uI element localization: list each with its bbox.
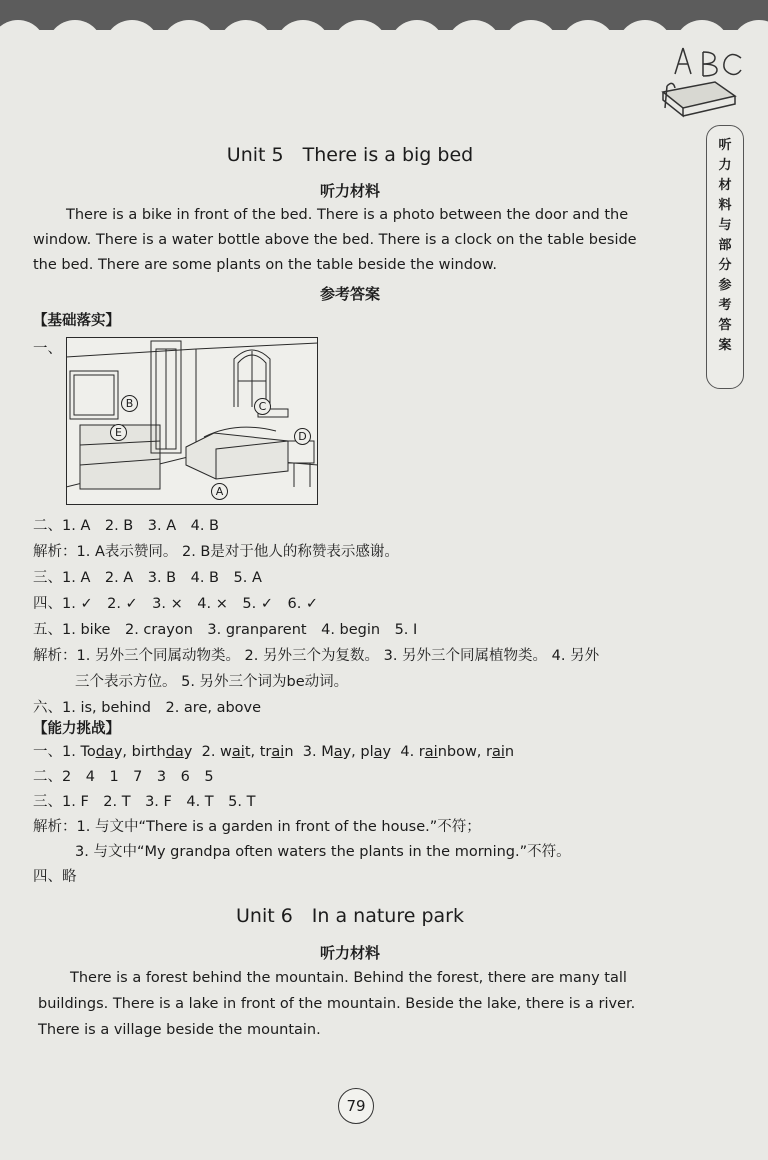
unit6-title: Unit 6 In a nature park: [236, 905, 464, 927]
underlined-letters: da: [165, 744, 184, 760]
side-tab-char: 答: [718, 318, 732, 333]
challenge-section-title: 【能力挑战】: [33, 721, 120, 737]
answer-line: 解析：1. A表示赞同。 2. B是对于他人的称赞表示感谢。: [33, 544, 399, 560]
unit5-title: Unit 5 There is a big bed: [226, 144, 474, 166]
side-tab-char: 参: [718, 278, 732, 293]
text-line: window. There is a water bottle above the bed. There is a clock on the table beside: [33, 232, 637, 248]
side-tab-label: [707, 136, 743, 356]
word-part: t, tr: [244, 744, 272, 760]
question-1-label: 一、: [33, 341, 62, 357]
side-tab-char: 考: [718, 298, 732, 313]
underlined-letters: ai: [492, 744, 505, 760]
word-part: nbow, r: [437, 744, 492, 760]
side-tab-char: 力: [718, 158, 732, 173]
underlined-letters: a: [373, 744, 383, 760]
q-num: 4.: [400, 744, 419, 760]
underlined-letters: ai: [424, 744, 438, 760]
picture-label-d: D: [294, 428, 311, 445]
side-tab-char: 听: [718, 138, 732, 153]
challenge-q1: [33, 740, 514, 765]
side-tab-char: 料: [718, 198, 732, 213]
abc-book-icon: [655, 40, 745, 120]
answer-line: 五、1. bike 2. crayon 3. granparent 4. begin 5. I: [33, 622, 418, 638]
side-tab-char: 材: [718, 178, 732, 193]
answer-line: 六、1. is, behind 2. are, above: [33, 700, 262, 716]
answer-line: 四、略: [33, 869, 77, 885]
underlined-letters: da: [95, 744, 114, 760]
answer-line: 解析：1. 另外三个同属动物类。 2. 另外三个为复数。 3. 另外三个同属植物类。 4. 另外: [33, 648, 600, 664]
picture-label-a: A: [211, 483, 228, 500]
answer-line: 四、1. ✓ 2. ✓ 3. × 4. × 5. ✓ 6. ✓: [33, 596, 319, 612]
text-line: There is a bike in front of the bed. There is a photo between the door and the: [66, 207, 629, 223]
answer-line: 3. 与文中“My grandpa often waters the plants in the morning.”不符。: [75, 844, 571, 860]
word-part: y: [382, 744, 392, 760]
word-part: n: [284, 744, 294, 760]
answer-line: 解析：1. 与文中“There is a garden in front of the house.”不符；: [33, 819, 481, 835]
answer-line: 二、1. A 2. B 3. A 4. B: [33, 518, 220, 534]
text-line: There is a forest behind the mountain. Behind the forest, there are many tall: [70, 970, 627, 986]
unit5-listening-text: [33, 203, 693, 278]
text-line: buildings. There is a lake in front of the mountain. Beside the lake, there is a river.: [38, 996, 636, 1012]
answer-line: 三、1. A 2. A 3. B 4. B 5. A: [33, 570, 262, 586]
bedroom-illustration: [66, 337, 318, 505]
word-part: M: [321, 744, 334, 760]
side-tab-char: 与: [718, 218, 732, 233]
basic-answers: [33, 513, 693, 721]
unit5-answers-title: 参考答案: [319, 285, 380, 303]
q-num: 2.: [201, 744, 221, 760]
word-part: r: [418, 744, 425, 760]
picture-label-b: B: [121, 395, 138, 412]
unit6-listening-text: [38, 965, 698, 1043]
word-part: n: [504, 744, 515, 760]
word-part: y: [183, 744, 193, 760]
side-tab-char: 部: [718, 238, 732, 253]
page-number: 79: [338, 1088, 374, 1124]
text-line: the bed. There are some plants on the table beside the window.: [33, 257, 497, 273]
side-tab-char: 案: [718, 338, 732, 353]
underlined-letters: a: [333, 744, 343, 760]
underlined-letters: ai: [231, 744, 245, 760]
picture-label-c: C: [254, 398, 271, 415]
word-part: w: [220, 744, 232, 760]
text-line: There is a village beside the mountain.: [38, 1022, 321, 1038]
side-tab-char: 分: [718, 258, 732, 273]
unit5-listening-title: 听力材料: [319, 182, 380, 200]
answer-line: 三个表示方位。 5. 另外三个词为be动词。: [75, 674, 349, 690]
word-part: To: [80, 744, 96, 760]
unit6-listening-title: 听力材料: [319, 944, 380, 962]
word-part: y, birth: [113, 744, 166, 760]
challenge-answers: [33, 765, 693, 890]
q-prefix: 一、1.: [33, 744, 81, 760]
basic-section-title: 【基础落实】: [33, 313, 120, 329]
answer-line: 二、2 4 1 7 3 6 5: [33, 769, 214, 785]
picture-label-e: E: [110, 424, 127, 441]
underlined-letters: ai: [271, 744, 285, 760]
word-part: y, pl: [342, 744, 374, 760]
q-num: 3.: [302, 744, 322, 760]
answer-line: 三、1. F 2. T 3. F 4. T 5. T: [33, 794, 256, 810]
section-side-tab: [706, 125, 744, 389]
scalloped-top-border: [0, 0, 768, 70]
